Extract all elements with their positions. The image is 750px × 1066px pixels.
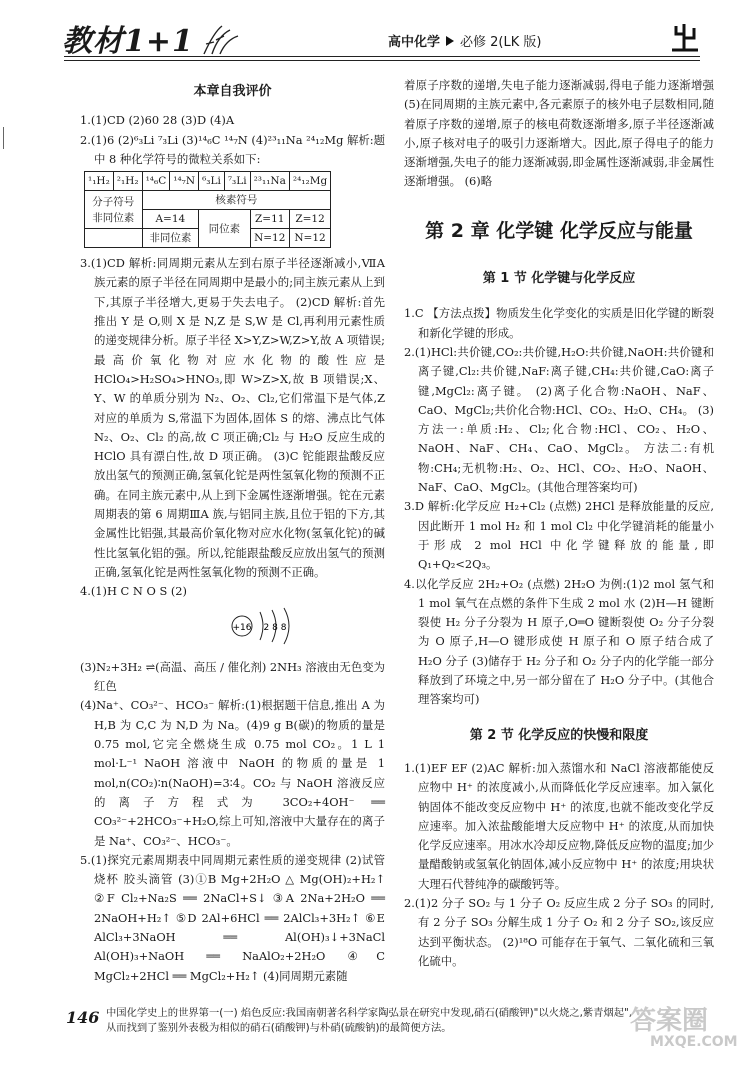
answer-1: 1.(1)CD (2)60 28 (3)D (4)A [80, 113, 235, 128]
header-rule-thin [64, 60, 700, 61]
table-cell: ²₁H₂ [113, 172, 142, 191]
s1-answer-2: 2.(1)HCl:共价键,CO₂:共价键,H₂O:共价键,NaOH:共价键和离子键,Cl₂:共价键,NaF:离子键,CH₄:共价键,CaO:离子键,MgCl₂:离子键。 (2)离子化合物:NaOH、NaF、CaO、MgCl₂;共价化合物:HCl、CO₂、H₂O、CH₄。 (3)方法一:单质:H₂、Cl₂;化合物:HCl、CO₂、H₂O、NaOH、NaF、CH₄、CaO、MgCl₂。 方法二:有机物:CH₄;无机物:H₂、O₂、HCl、CO₂、H₂O、NaOH、NaF、CaO、MgCl₂。(其他合理答案均可) [404, 344, 714, 495]
nuclide-table [84, 171, 331, 248]
footer-line: 从而找到了鉴别外表极为相似的硝石(硝酸钾)与朴硝(硫酸钠)的最简便方法。 [106, 1022, 452, 1034]
subject-name: 高中化学 [388, 35, 441, 50]
table-cell: 非同位素 [142, 229, 199, 248]
table-cell: N=12 [250, 229, 289, 248]
answer-4-4: (4)Na⁺、CO₃²⁻、HCO₃⁻ 解析:(1)根据题干信息,推出 A 为 H,B 为 C,C 为 N,D 为 Na。(4)9 g B(碳)的物质的量是 0.75 mol,它完全燃烧生成 0.75 mol CO₂。1 L 1 mol·L⁻¹ NaOH 溶液中 NaOH 的物质的量是 1 mol,n(CO₂)∶n(NaOH)=3∶4。CO₂ 与 NaOH 溶液反应的离子方程式为 3CO₂+4OH⁻ ══ CO₃²⁻+2HCO₃⁻+H₂O,综上可知,溶液中大量存在的离子是 Na⁺、CO₃²⁻、HCO₃⁻。 [80, 698, 385, 848]
cactus-icon [668, 20, 702, 52]
table-cell: ¹₁H₂ [85, 172, 114, 191]
series-logo: 教材1+1 [62, 24, 194, 59]
nucleus-label: +16 [232, 622, 252, 633]
table-row [85, 172, 331, 191]
right-column [404, 76, 714, 971]
table-cell: ⁶₃Li [199, 172, 225, 191]
table-label: 分子符号 [92, 195, 135, 208]
section-title-1: 第 1 节 化学键与化学反应 [482, 271, 636, 287]
answer-5-continued: 着原子序数的递增,失电子能力逐渐减弱,得电子能力逐渐增强 (5)在同周期的主族元素中,各元素原子的核外电子层数相同,随着原子序数的递增,原子的核电荷数逐渐增多,原子半径逐渐减小,原子核对电子的吸引力逐渐增大。因此,原子得电子的能力逐渐增强,失电子的能力逐渐减弱,即金属性逐渐减弱,非金属性逐渐增强。 (6)略 [404, 78, 714, 189]
shell-electrons: 2 8 8 [263, 622, 287, 633]
answer-4-3: (3)N₂+3H₂ ⇌(高温、高压 / 催化剂) 2NH₃ 溶液由无色变为红色 [80, 659, 385, 694]
answer-4: 4.(1)H C N O S (2) [80, 584, 187, 599]
table-cell: N=12 [289, 229, 330, 248]
table-cell: A=14 [142, 210, 199, 229]
table-cell: Z=12 [289, 210, 330, 229]
watermark-url: MXQE.COM [650, 1034, 738, 1050]
subject-line [388, 31, 541, 50]
section-title: 本章自我评价 [193, 84, 272, 99]
plant-icon [200, 22, 242, 56]
page-number: 146 [66, 1008, 100, 1027]
table-cell: ⁷₃Li [224, 172, 250, 191]
answer-3: 3.(1)CD 解析:同周期元素从左到右原子半径逐渐减小,ⅦA 族元素的原子半径在同周期中是最小的;同主族元素从上到下,其原子半径增大,更易于失去电子。 (2)CD 解析:首先推出 Y 是 O,则 X 是 N,Z 是 S,W 是 Cl,再利用元素性质的递变规律分析。原子半径 X>Y,Z>W,Z>Y,故 A 项错误;最高价氧化物对应水化物的酸性应是 HClO₄>H₂SO₄>HNO₃,即 W>Z>X,故 B 项错误;X、Y、W 的单质分别为 N₂、O₂、Cl₂,它们常温下是气体,Z 对应的单质为 S,常温下为固体,固体 S 的熔、沸点比气体 N₂、O₂、Cl₂ 的高,故 C 项正确;Cl₂ 与 H₂O 反应生成的 HClO 具有漂白性,故 D 项正确。 (3)C 铊能跟盐酸反应放出氢气的预测正确,氢氧化铊是两性氢氧化物的预测不正确。在同主族元素中,从上到下金属性逐渐增强。铊在元素周期表的第 6 周期ⅢA 族,与铝同主族,且位于铝的下方,其金属性比铝强,其最高价氧化物对应水化物(氢氧化铊)的碱性比氢氧化铝的强。所以,铊能跟盐酸反应放出氢气的预测正确,氢氧化铊是两性氢氧化物的预测不正确。 [80, 256, 385, 579]
table-cell: ¹⁴₇N [170, 172, 199, 191]
table-cell: ²³₁₁Na [250, 172, 289, 191]
arrow-icon [446, 36, 454, 46]
table-cell [85, 191, 143, 229]
table-cell: 核素符号 [142, 191, 331, 210]
s2-answer-2: 2.(1)2 分子 SO₂ 与 1 分子 O₂ 反应生成 2 分子 SO₃ 的同时,有 2 分子 SO₃ 分解生成 1 分子 O₂ 和 2 分子 SO₂,该反应达到平衡状态。 (2)¹⁸O 可能存在于氧气、二氧化硫和三氧化硫中。 [404, 895, 714, 968]
table-cell: Z=11 [250, 210, 289, 229]
footer-line: 中国化学史上的世界第一(一) 焰色反应:我国南朝著名科学家陶弘景在研究中发现,硝石(硝酸钾)"以火烧之,紫青烟起", [106, 1007, 633, 1019]
section-title-2: 第 2 节 化学反应的快慢和限度 [469, 727, 649, 743]
edition: 必修 2(LK 版) [460, 35, 542, 50]
s1-answer-3: 3.D 解析:化学反应 H₂+Cl₂ (点燃) 2HCl 是释放能量的反应,因此断开 1 mol H₂ 和 1 mol Cl₂ 中化学键消耗的能量小于形成 2 mol HCl 中化学键释放的能量,即 Q₁+Q₂<2Q₃。 [404, 499, 714, 572]
answer-2: 2.(1)6 (2)⁶₃Li ⁷₃Li (3)¹⁴₆C ¹⁴₇N (4)²³₁₁Na ²⁴₁₂Mg 解析:题中 8 种化学符号的微粒关系如下: [80, 132, 386, 166]
watermark-logo: 答案圈 [630, 1006, 709, 1036]
chapter-title: 第 2 章 化学键 化学反应与能量 [425, 219, 693, 242]
sulfur-ion-structure-diagram [230, 606, 310, 646]
page-header [0, 0, 750, 64]
table-row [85, 191, 331, 210]
table-cell [85, 229, 143, 248]
left-column [80, 76, 385, 986]
s1-answer-4: 4.以化学反应 2H₂+O₂ (点燃) 2H₂O 为例:(1)2 mol 氢气和 1 mol 氧气在点燃的条件下生成 2 mol 水 (2)H—H 键断裂使 H₂ 分子分裂为 H 原子,O═O 键断裂使 O₂ 分子分裂为 O 原子,H—O 键形成使 H 原子和 O 原子结合成了 H₂O 分子 (3)储存于 H₂ 分子和 O₂ 分子内的化学能一部分释放到了环境之中,另一部分留在了 H₂O 分子中。(其他合理答案均可) [404, 576, 714, 707]
s2-answer-1: 1.(1)EF EF (2)AC 解析:加入蒸馏水和 NaCl 溶液都能使反应物中 H⁺ 的浓度减小,从而降低化学反应速率。加入氯化钠固体不能改变反应物中 H⁺ 的浓度,也就不能改变化学反应速率。加入浓盐酸能增大反应物中 H⁺ 的浓度,从而加快化学反应速率。用冰水冷却反应物,降低反应物的温度;加少量醋酸钠或氢氧化钠固体,减小反应物中 H⁺ 的浓度;用块状大理石代替纯净的碳酸钙等。 [404, 760, 714, 891]
table-cell: ¹⁴₆C [142, 172, 170, 191]
s1-answer-1: 1.C 【方法点拨】物质发生化学变化的实质是旧化学键的断裂和新化学键的形成。 [404, 306, 714, 340]
answer-5: 5.(1)探究元素周期表中同周期元素性质的递变规律 (2)试管 烧杯 胶头滴管 (3)①B Mg+2H₂O △ Mg(OH)₂+H₂↑ ②F Cl₂+Na₂S ══ 2NaCl+S↓ ③A 2Na+2H₂O ══ 2NaOH+H₂↑ ⑤D 2Al+6HCl ══ 2AlCl₃+3H₂↑ ⑥E AlCl₃+3NaOH ══ Al(OH)₃↓+3NaCl Al(OH)₃+NaOH ══ NaAlO₂+2H₂O ④C MgCl₂+2HCl ══ MgCl₂+H₂↑ (4)同周期元素随 [80, 852, 385, 983]
table-cell: ²⁴₁₂Mg [289, 172, 330, 191]
margin-mark [3, 127, 4, 149]
table-label: 非同位素 [92, 211, 135, 224]
header-rule [64, 56, 700, 57]
table-cell: 同位素 [199, 210, 251, 248]
